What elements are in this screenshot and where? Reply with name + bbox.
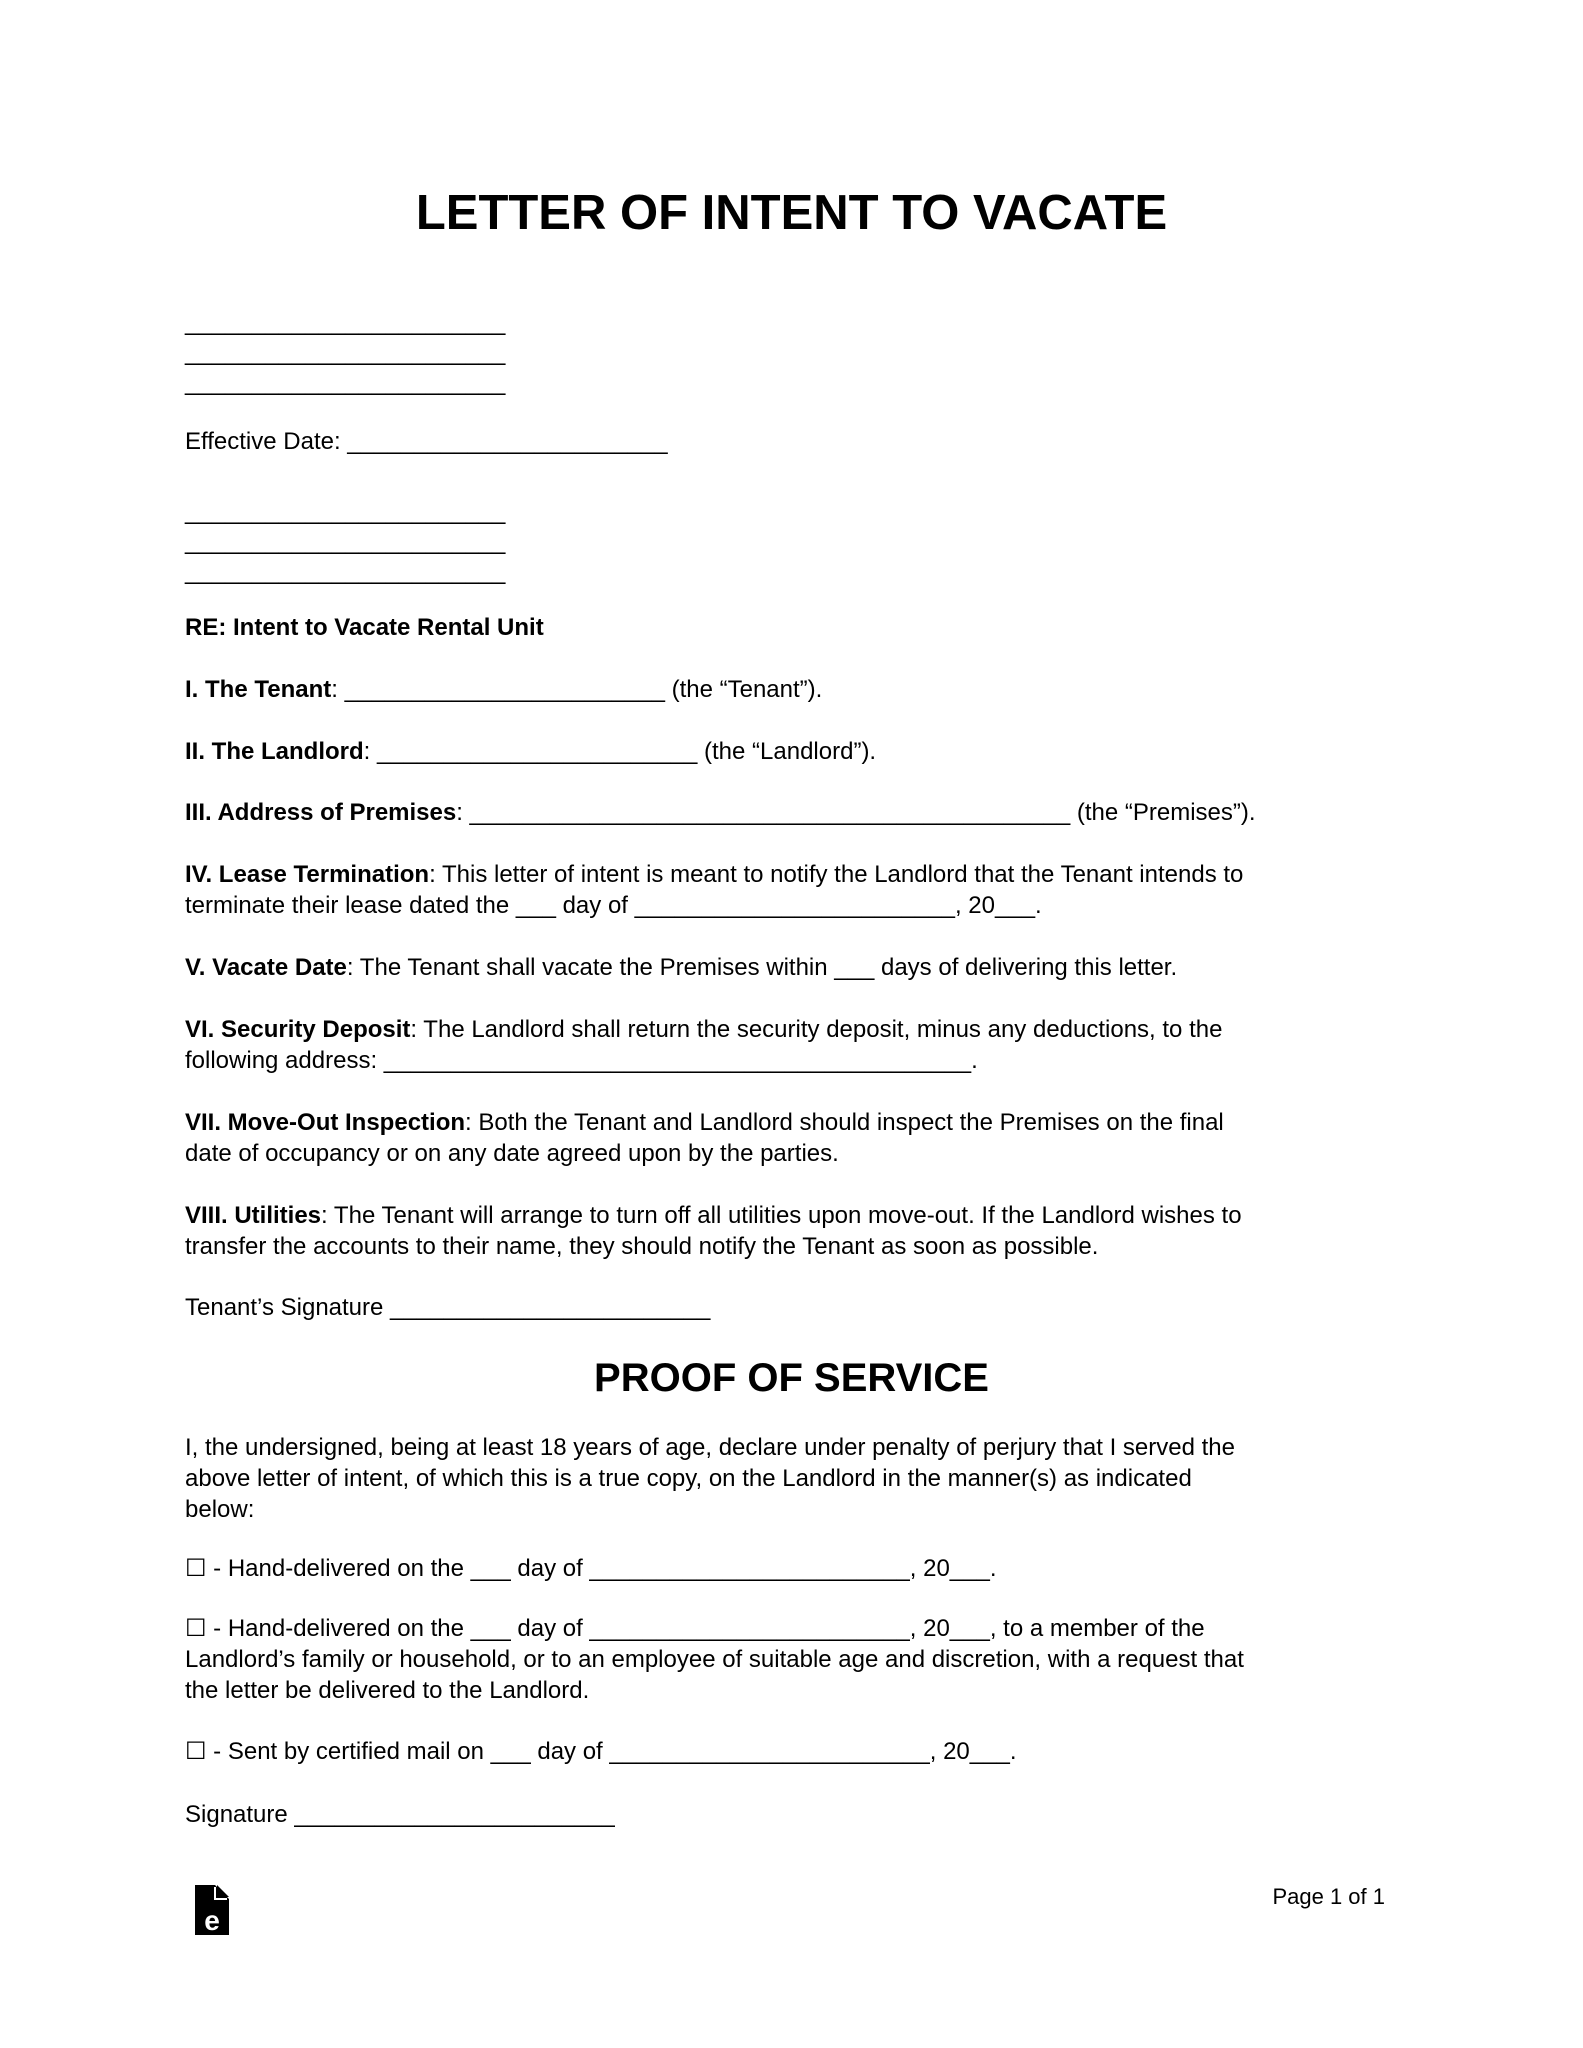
section-text: : _____________________________________________ (the “Premises”). [456, 799, 1256, 826]
section-label: IV. Lease Termination [185, 861, 430, 888]
blank-line[interactable]: ________________________ [185, 369, 506, 396]
option-text: Landlord’s family or household, or to an employee of suitable age and discretion, with a request that [185, 1646, 1244, 1673]
option-text: - Hand-delivered on the ___ day of ________________________, 20___, to a member of the [206, 1615, 1205, 1642]
service-option-household [185, 1613, 1244, 1706]
eforms-logo-icon [195, 1885, 229, 1935]
blank-line[interactable]: ________________________ [185, 528, 506, 555]
tenant-signature-line[interactable]: Tenant’s Signature ________________________ [185, 1294, 711, 1321]
blank-line[interactable]: ________________________ [185, 339, 506, 366]
section-text: terminate their lease dated the ___ day of ________________________, 20___. [185, 892, 1042, 919]
blank-line[interactable]: ________________________ [185, 309, 506, 336]
svg-text:e: e [204, 1905, 220, 1935]
blank-line[interactable]: ________________________ [185, 558, 506, 585]
sender-address-lines [185, 308, 505, 398]
checkbox[interactable]: ☐ [185, 1738, 207, 1765]
section-tenant [185, 674, 822, 705]
intro-line: I, the undersigned, being at least 18 years of age, declare under penalty of perjury that I served the [185, 1434, 1235, 1461]
re-line: RE: Intent to Vacate Rental Unit [185, 614, 544, 641]
section-landlord [185, 736, 876, 767]
section-text: transfer the accounts to their name, they should notify the Tenant as soon as possible. [185, 1233, 1099, 1260]
section-lease-termination [185, 859, 1243, 921]
proof-of-service-title: PROOF OF SERVICE [594, 1356, 989, 1400]
section-label: V. Vacate Date [185, 954, 347, 981]
section-label: VIII. Utilities [185, 1202, 322, 1229]
section-label: VII. Move-Out Inspection [185, 1109, 466, 1136]
section-text: : ________________________ (the “Landlord”). [363, 738, 877, 765]
section-premises [185, 797, 1256, 828]
effective-date: Effective Date: ________________________ [185, 428, 668, 455]
section-vacate-date [185, 952, 1177, 983]
option-text: - Sent by certified mail on ___ day of ________________________, 20___. [206, 1738, 1017, 1765]
recipient-address-lines [185, 497, 505, 587]
service-option-certified-mail [185, 1736, 1016, 1767]
section-utilities [185, 1200, 1242, 1262]
signature-line[interactable]: Signature ________________________ [185, 1801, 615, 1828]
intro-line: above letter of intent, of which this is a true copy, on the Landlord in the manner(s) as indicated [185, 1465, 1192, 1492]
section-label: VI. Security Deposit [185, 1016, 411, 1043]
section-label: I. The Tenant [185, 676, 332, 703]
section-text: : The Landlord shall return the security deposit, minus any deductions, to the [410, 1016, 1223, 1043]
service-option-hand-delivered [185, 1553, 997, 1584]
section-label: III. Address of Premises [185, 799, 457, 826]
blank-line[interactable]: ________________________ [185, 498, 506, 525]
proof-intro [185, 1432, 1235, 1525]
option-text: the letter be delivered to the Landlord. [185, 1677, 590, 1704]
section-text: : The Tenant will arrange to turn off all utilities upon move-out. If the Landlord wishes to [321, 1202, 1242, 1229]
intro-line: below: [185, 1496, 255, 1523]
checkbox[interactable]: ☐ [185, 1555, 207, 1582]
section-text: following address: ____________________________________________. [185, 1047, 978, 1074]
section-label: II. The Landlord [185, 738, 364, 765]
section-text: date of occupancy or on any date agreed upon by the parties. [185, 1140, 839, 1167]
section-text: : ________________________ (the “Tenant”). [331, 676, 823, 703]
document-title: LETTER OF INTENT TO VACATE [415, 186, 1168, 240]
section-text: : The Tenant shall vacate the Premises within ___ days of delivering this letter. [346, 954, 1178, 981]
section-security-deposit [185, 1014, 1222, 1076]
page-number: Page 1 of 1 [1272, 1884, 1385, 1909]
section-move-out-inspection [185, 1107, 1224, 1169]
option-text: - Hand-delivered on the ___ day of ________________________, 20___. [206, 1555, 997, 1582]
section-text: : This letter of intent is meant to notify the Landlord that the Tenant intends to [429, 861, 1244, 888]
checkbox[interactable]: ☐ [185, 1615, 207, 1642]
section-text: : Both the Tenant and Landlord should inspect the Premises on the final [465, 1109, 1224, 1136]
